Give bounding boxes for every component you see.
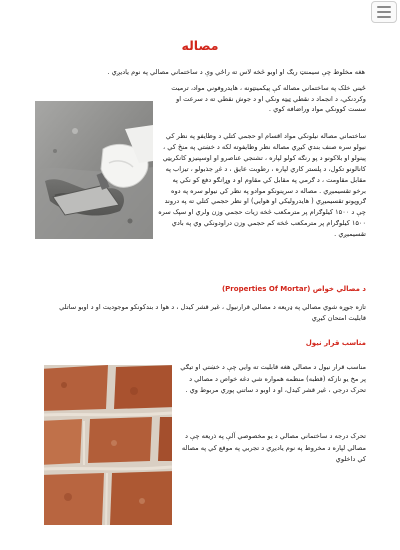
- section-heading-setting: مناسب قرار نیول: [305, 339, 366, 347]
- section-heading-properties: د مصالي خواص (Properties Of Mortar): [221, 285, 366, 293]
- top-bar: [0, 0, 400, 26]
- brick-wall-image: [44, 365, 172, 525]
- menu-line: [377, 6, 391, 8]
- intro-paragraph: هغه مخلوط چې سیمنټ ریګ او اوبو څخه لاس ته راځي وې د ساختماني مصالي په نوم یادیږي .: [107, 68, 365, 76]
- menu-line: [377, 11, 391, 13]
- plastering-trowel-image: [35, 101, 153, 239]
- classification-paragraph: ساختماني مصاله نیلونکي مواد اقسام او حجمي کتلي د وظایفو په نظر کي نیولو سره صنف بندي کیږي مصاله نظر وظایفوته لکه د خښتي په منځ کي ، پینولو او بلاکونو د پو رنګه کولو لپاره ، تشنجي عناصرو او اوسپنیزو کانکریټي کانالونو تکول، د پلستر کاري لپاره ، رطوبت عایق ، د غږ جذبولو ، تیزاب په مقابل مقاومت ، د ګرمي په مقابل کي مقاوم او د وړانګو دفع کو نکي په برخو تقسیمیږي . مصاله د سرینونکو موادو په نظر کي نیولو سره په دوه ګروپونو تقسیمیږي ( هایدرولیکي او هوایي) او نظر حجمي کتلي ته په دروند چې د ۱۵۰۰ کیلوګرام پر مترمکعب څخه زیات حجمي وزن ولري او سپک سره ۱۵۰۰ کیلوګرام پر مترمکعب څخه کم حجمي وزن دراودونکي وي په بادي تقسیمیږي .: [158, 132, 366, 239]
- hamburger-menu-icon[interactable]: [371, 1, 397, 23]
- additives-paragraph: ځیني خلک په ساختماني مصاله کې پیکمینټونه ، هایدروفوني مواد، ترمیت وکردنکي، د انجماد د نقطي ټیټه ونکي او د جوش نقطي ته د سرعت او سست کوونکي مواد وراضافه کوي .: [171, 84, 366, 114]
- document-page: [0, 26, 400, 550]
- mobility-paragraph: تحرک درجه د ساختماني مصالي د یو مخصوصي آلې په ذریعه چې د مصالي لپاره د مخروط په نوم یادیږي د تجربي په موقع کي په مصاله کي داخلوي: [181, 432, 366, 464]
- page-title: مصاله: [181, 38, 219, 53]
- setting-paragraph: مناسب قرار نیول د مصالي هغه قابلیت ته وایي چې د خښتي او تیګي پر مخ یو نازکه (قطبه) منظمه همواره شي دغه خواص د مصالي د تحرک درجي ، غیر قشر کیدل، او د اوبو د ساتني پوري مربوط وي .: [180, 363, 366, 395]
- properties-paragraph: تازه جوړه شوي مصالي په ډریعه د مصالي قرارنیول ، غیر قشر کیدل ، د هوا د بندکونکو موجودیت او د اوبو ساتلي قابلیت امتحان کیږي: [59, 303, 366, 322]
- menu-line: [377, 16, 391, 18]
